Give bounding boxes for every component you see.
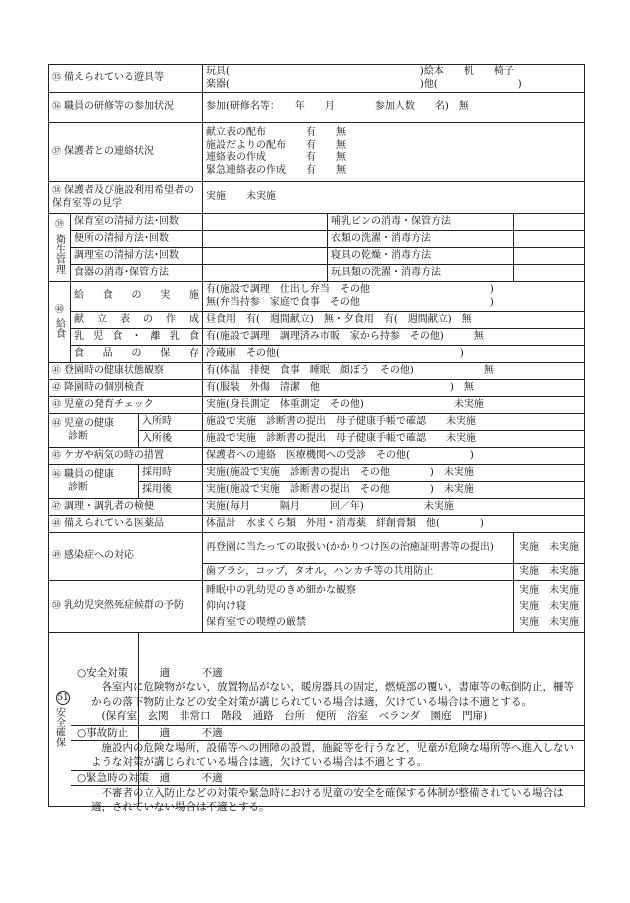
row-value: 実施(施設で実施 診断書の提出 その他 ) 未実施 (203, 465, 585, 482)
sids-item: 保育室での喫煙の厳禁 (206, 616, 307, 628)
meal-label: 献立表の作成 (71, 312, 203, 329)
row-36 (49, 93, 585, 123)
sub-label: 採用時 (139, 465, 203, 482)
sids-result: 実施 未実施 (519, 600, 580, 612)
row-value: 保護者への連絡 医療機関への受診 その他( ) (203, 448, 585, 465)
safety-heading: ○事故防止 適 不適 (71, 725, 584, 740)
row-37 (49, 123, 585, 182)
row-value: 体温計 水まくら類 外用・消毒薬 絆創膏類 他( ) (203, 516, 585, 533)
row-number: ㊱ (52, 102, 62, 113)
row-39 (49, 214, 585, 231)
row-42 (49, 380, 585, 397)
row-number: ㊳ (52, 186, 62, 196)
row-label: 診断 (68, 430, 88, 442)
safety-section (71, 666, 584, 815)
row-number: ㊶ (52, 365, 62, 376)
row-label: 登園時の健康状態観察 (64, 364, 165, 376)
row-label: ケガや病気の時の措置 (64, 449, 164, 461)
training-field: 参加(研修名等： 年 月 参加人数 名) 無 (203, 93, 585, 123)
row-number: ㊵ (54, 304, 64, 315)
row-45 (49, 448, 585, 465)
hygiene-item: 寝具の乾燥・消毒方法 (328, 248, 514, 265)
section-side-label: 給食 (53, 318, 65, 339)
row-label: 職員の健康 (64, 469, 115, 480)
row-38 (49, 182, 585, 214)
safety-paragraph: 不審者の立入防止などの対策や緊急時における児童の安全を確保する体制が整備されている場合は適，されていない場合は不適とする。 (71, 785, 584, 815)
instruments-line: 楽器( )他( ) (206, 78, 522, 90)
meal-value: 昼食用 有( 週間献立) 無・夕食用 有( 週間献立) 無 (203, 312, 585, 329)
row-label: 乳幼児突然死症候群の予防 (64, 600, 185, 612)
safety-paragraph: 各室内に危険物がない，放置物品がない，暖房器具の固定，燃焼部の覆い，書庫等の転倒防止，柵等からの落下物防止などの安全対策が講じられている場合は適，欠けている場合は不適とする。 (91, 681, 574, 708)
infection-result: 実施 未実施 (514, 533, 585, 564)
safety-heading: ○緊急時の対策 適 不適 (71, 770, 584, 785)
row-47 (49, 499, 585, 516)
row-number: ㊷ (52, 382, 62, 393)
row-49 (49, 533, 585, 564)
row-50 (49, 581, 585, 633)
row-value: 実施(施設で実施 診断書の提出 その他 ) 未実施 (203, 482, 585, 499)
row-label: 診断 (68, 481, 88, 493)
row-number: ㊻ (52, 470, 62, 480)
row-number: ㊸ (52, 399, 62, 410)
infection-item: 再登園に当たっての取扱い(かかりつけ医の治癒証明書等の提出) (203, 533, 514, 564)
row-43 (49, 397, 585, 414)
contact-line: 連絡表の作成 有 無 (206, 152, 347, 163)
safety-places: (保育室 玄関 非常口 階段 通路 台所 便所 浴室 ベランダ 園庭 門扉) (101, 710, 488, 722)
row-label: 職員の研修等の参加状況 (64, 101, 175, 113)
row-label: 調理・調乳者の検便 (64, 500, 155, 512)
row-number: ㊲ (52, 146, 62, 157)
meal-label: 乳児食・離乳食 (71, 329, 203, 346)
meal-value: 有(施設で調理 調理済み市販 家から持参 その他) 無 (203, 329, 585, 346)
row-number: ㊿ (52, 601, 62, 612)
hygiene-item: 玩具類の洗濯・消毒方法 (328, 265, 514, 282)
row-41 (49, 363, 585, 380)
row-number: ㉟ (52, 73, 62, 84)
row-label: 備えられている遊具等 (64, 72, 165, 84)
row-label: 児童の発育チェック (64, 398, 154, 410)
row-44 (49, 414, 585, 431)
contact-line: 緊急連絡表の作成 有 無 (206, 164, 347, 176)
meal-value: 有(施設で調理 仕出し弁当 その他 ) (206, 284, 494, 295)
sids-result: 実施 未実施 (519, 584, 580, 596)
row-label: 備えられている医薬品 (64, 517, 165, 529)
safety-paragraph: 施設内の危険な場所，設備等への囲障の設置，施錠等を行うなど，児童が危険な場所等へ進入しないような対策が講じられている場合は適，欠けている場合は不適とする。 (71, 740, 584, 770)
row-40 (49, 282, 585, 312)
hygiene-item: 便所の清掃方法･回数 (71, 231, 203, 248)
row-number: ㊽ (52, 518, 62, 529)
contact-line: 施設だよりの配布 有 無 (206, 139, 347, 151)
row-label: 保護者及び施設利用希望者の保育室等の見学 (52, 185, 195, 209)
row-label: 児童の健康 (64, 418, 115, 429)
toys-line: 玩具( )絵本 机 椅子 (206, 66, 514, 77)
row-46 (49, 465, 585, 482)
meal-value: 無(弁当持参 家庭で食事 その他 ) (206, 296, 494, 308)
infection-item: 歯ブラシ，コップ，タオル，ハンカチ等の共用防止 (203, 564, 514, 581)
hygiene-item: 衣類の洗濯・消毒方法 (328, 231, 514, 248)
row-value: 施設で実施 診断書の提出 母子健康手帳で確認 未実施 (203, 414, 585, 431)
row-number: ㊺ (52, 450, 62, 461)
hygiene-item: 哺乳ビンの消毒・保管方法 (328, 214, 514, 231)
row-label: 感染症への対応 (64, 550, 135, 562)
contact-line: 献立表の配布 有 無 (206, 127, 347, 138)
sub-label: 採用後 (139, 482, 203, 499)
row-number: ㊹ (52, 419, 62, 429)
row-35 (49, 65, 585, 93)
safety-heading: ○安全対策 適 不適 (77, 667, 223, 679)
row-number: ㊾ (52, 551, 62, 562)
hygiene-item: 保育室の清掃方法･回数 (71, 214, 203, 231)
row-label: 降園時の個別検査 (64, 381, 145, 393)
row-value: 有(服装 外傷 清潔 他 ) 無 (203, 380, 585, 397)
hygiene-item: 食器の消毒･保管方法 (71, 265, 203, 282)
row-value: 有(体温 排便 食事 睡眠 顔ぼう その他) 無 (203, 363, 585, 380)
infection-result: 実施 未実施 (514, 564, 585, 581)
section-side-label: 安全確保 (53, 706, 65, 747)
meal-value: 冷蔵庫 その他( ) (203, 346, 585, 363)
row-number: ㊼ (52, 501, 62, 512)
visit-field: 実施 未実施 (203, 182, 585, 214)
hygiene-item: 調理室の清掃方法･回数 (71, 248, 203, 265)
sids-item: 仰向け寝 (206, 600, 247, 612)
row-number: ㊴ (54, 220, 64, 231)
sids-result: 実施 未実施 (519, 616, 580, 628)
meal-label: 給食の実施 (71, 282, 203, 312)
row-value: 実施(身長測定 体重測定 その他) 未実施 (203, 397, 585, 414)
row-number: 51 (57, 692, 69, 703)
sub-label: 入所後 (139, 431, 203, 448)
row-label: 保護者との連絡状況 (64, 145, 155, 157)
section-side-label: 衛生管理 (53, 233, 65, 274)
row-48 (49, 516, 585, 533)
row-value: 実施(毎月 隔月 回／年) 未実施 (203, 499, 585, 516)
row-value: 施設で実施 診断書の提出 母子健康手帳で確認 未実施 (203, 431, 585, 448)
sids-item: 睡眠中の乳幼児のきめ細かな観察 (206, 584, 357, 596)
sub-label: 入所時 (139, 414, 203, 431)
meal-label: 食品の保存 (71, 346, 203, 363)
